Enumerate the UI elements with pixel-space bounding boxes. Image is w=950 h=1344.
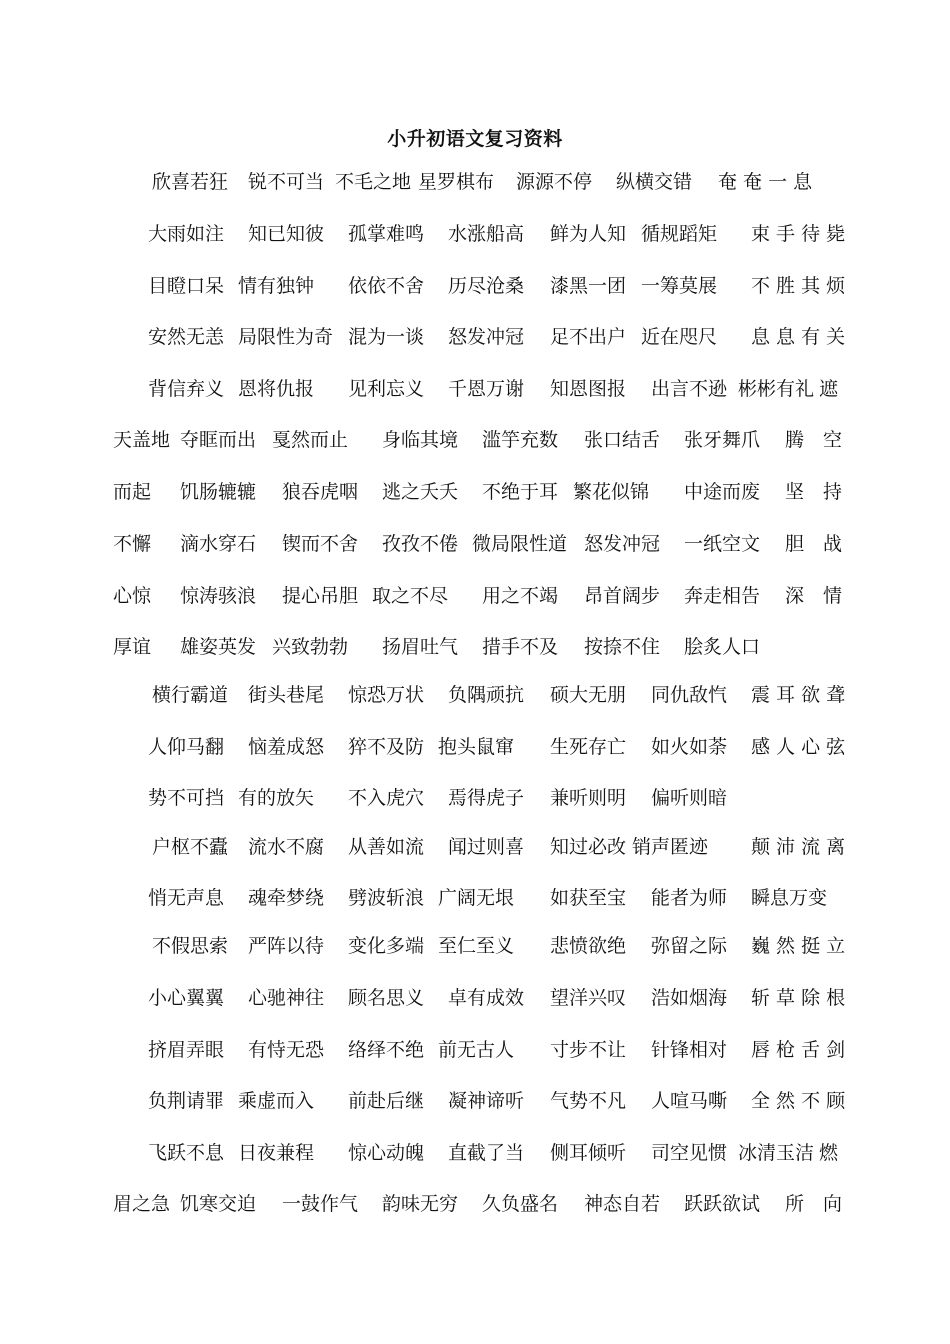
idiom: 彬彬有礼 — [738, 378, 815, 400]
idiom: 人仰马翻 — [148, 736, 225, 758]
idiom: 漆黑一团 — [550, 275, 627, 297]
idiom: 背信弃义 — [148, 378, 225, 400]
idiom: 所 向 — [785, 1193, 843, 1215]
idiom: 中途而废 — [684, 481, 761, 503]
idiom: 锲而不舍 — [282, 533, 359, 555]
idiom: 措手不及 — [482, 636, 559, 658]
idiom: 取之不尽 — [372, 585, 449, 607]
idiom: 前无古人 — [438, 1039, 515, 1061]
idiom: 见利忘义 — [348, 378, 425, 400]
idiom: 悄无声息 — [148, 887, 225, 909]
idiom: 斩 草 除 根 — [751, 987, 846, 1009]
idiom: 提心吊胆 — [282, 585, 359, 607]
text-line — [0, 1035, 950, 1065]
idiom: 全 然 不 顾 — [751, 1090, 846, 1112]
idiom: 浩如烟海 — [651, 987, 728, 1009]
idiom: 不绝于耳 — [482, 481, 559, 503]
idiom: 前赴后继 — [348, 1090, 425, 1112]
page-title: 小升初语文复习资料 — [387, 128, 563, 150]
idiom: 夺眶而出 — [180, 429, 257, 451]
idiom: 依依不舍 — [348, 275, 425, 297]
idiom: 乘虚而入 — [238, 1090, 315, 1112]
idiom: 焉得虎子 — [448, 787, 525, 809]
idiom: 负荆请罪 — [148, 1090, 225, 1112]
text-line — [0, 374, 950, 404]
idiom: 凝神谛听 — [448, 1090, 525, 1112]
idiom: 流水不腐 — [248, 836, 325, 858]
idiom: 变化多端 — [348, 935, 425, 957]
idiom: 滴水穿石 — [180, 533, 257, 555]
idiom: 历尽沧桑 — [448, 275, 525, 297]
idiom: 如火如荼 — [651, 736, 728, 758]
idiom: 出言不逊 — [651, 378, 728, 400]
idiom: 心驰神往 — [248, 987, 325, 1009]
idiom: 瞬息万变 — [751, 887, 828, 909]
idiom: 深 情 — [785, 585, 843, 607]
idiom: 络绎不绝 — [348, 1039, 425, 1061]
text-line — [0, 167, 950, 197]
idiom: 一鼓作气 — [282, 1193, 359, 1215]
idiom: 源源不停 — [516, 171, 593, 193]
idiom: 兴致勃勃 — [272, 636, 349, 658]
idiom: 感 人 心 弦 — [751, 736, 846, 758]
idiom: 跃跃欲试 — [684, 1193, 761, 1215]
idiom: 局限性为奇 — [238, 326, 334, 348]
idiom: 星罗棋布 — [418, 171, 495, 193]
idiom: 身临其境 — [382, 429, 459, 451]
idiom: 硕大无朋 — [550, 684, 627, 706]
idiom: 有的放矢 — [238, 787, 315, 809]
idiom: 雄姿英发 — [180, 636, 257, 658]
idiom: 横行霸道 — [152, 684, 229, 706]
idiom: 至仁至义 — [438, 935, 515, 957]
idiom: 街头巷尾 — [248, 684, 325, 706]
idiom: 恼羞成怒 — [248, 736, 325, 758]
idiom: 惊恐万状 — [348, 684, 425, 706]
idiom: 滥竽充数 — [482, 429, 559, 451]
idiom: 安然无恙 — [148, 326, 225, 348]
idiom: 闻过则喜 — [448, 836, 525, 858]
idiom: 奔走相告 — [684, 585, 761, 607]
idiom: 抱头鼠窜 — [438, 736, 515, 758]
idiom: 能者为师 — [651, 887, 728, 909]
idiom: 心惊 — [113, 585, 152, 607]
idiom: 挤眉弄眼 — [148, 1039, 225, 1061]
idiom: 按捺不住 — [584, 636, 661, 658]
idiom: 久负盛名 — [482, 1193, 559, 1215]
idiom: 巍 然 挺 立 — [751, 935, 846, 957]
idiom: 而起 — [113, 481, 152, 503]
idiom: 孤掌难鸣 — [348, 223, 425, 245]
idiom: 不懈 — [113, 533, 152, 555]
text-line — [0, 581, 950, 611]
idiom: 逃之夭夭 — [382, 481, 459, 503]
idiom: 目瞪口呆 — [148, 275, 225, 297]
idiom: 知恩图报 — [550, 378, 627, 400]
idiom: 一纸空文 — [684, 533, 761, 555]
idiom: 鲜为人知 — [550, 223, 627, 245]
idiom: 繁花似锦 — [573, 481, 650, 503]
idiom: 天盖地 — [113, 429, 171, 451]
idiom: 腾 空 — [785, 429, 843, 451]
idiom: 悲愤欲绝 — [550, 935, 627, 957]
text-line — [0, 931, 950, 961]
idiom: 恩将仇报 — [238, 378, 315, 400]
idiom: 纵横交错 — [616, 171, 693, 193]
idiom: 严阵以待 — [248, 935, 325, 957]
idiom: 震 耳 欲 聋 — [751, 684, 846, 706]
idiom: 足不出户 — [550, 326, 627, 348]
idiom: 韵味无穷 — [382, 1193, 459, 1215]
idiom: 如获至宝 — [550, 887, 627, 909]
idiom: 昂首阔步 — [584, 585, 661, 607]
idiom: 饥寒交迫 — [180, 1193, 257, 1215]
idiom: 不 胜 其 烦 — [751, 275, 846, 297]
idiom: 唇 枪 舌 剑 — [751, 1039, 846, 1061]
idiom: 不入虎穴 — [348, 787, 425, 809]
idiom: 兼听则明 — [550, 787, 627, 809]
idiom: 卓有成效 — [448, 987, 525, 1009]
idiom: 势不可挡 — [148, 787, 225, 809]
idiom: 怒发冲冠 — [584, 533, 661, 555]
idiom: 束 手 待 毙 — [751, 223, 846, 245]
idiom: 广阔无垠 — [438, 887, 515, 909]
idiom: 负隅顽抗 — [448, 684, 525, 706]
text-line — [0, 1189, 950, 1219]
idiom: 日夜兼程 — [238, 1142, 315, 1164]
idiom: 同仇敌忾 — [651, 684, 728, 706]
idiom: 魂牵梦绕 — [248, 887, 325, 909]
text-line — [0, 477, 950, 507]
idiom: 不毛之地 — [335, 171, 412, 193]
idiom: 遮 — [819, 378, 839, 400]
idiom: 气势不凡 — [550, 1090, 627, 1112]
text-line — [0, 732, 950, 762]
idiom: 千恩万谢 — [448, 378, 525, 400]
idiom: 微局限性道 — [472, 533, 568, 555]
idiom: 戛然而止 — [272, 429, 349, 451]
idiom: 奄 奄 一 息 — [718, 171, 813, 193]
idiom: 弥留之际 — [651, 935, 728, 957]
idiom: 狼吞虎咽 — [282, 481, 359, 503]
idiom: 欣喜若狂 — [152, 171, 229, 193]
idiom: 惊心动魄 — [348, 1142, 425, 1164]
idiom: 偏听则暗 — [651, 787, 728, 809]
idiom: 顾名思义 — [348, 987, 425, 1009]
idiom: 循规蹈矩 — [641, 223, 718, 245]
idiom: 一筹莫展 — [641, 275, 718, 297]
idiom: 眉之急 — [113, 1193, 171, 1215]
idiom: 寸步不让 — [550, 1039, 627, 1061]
idiom: 怒发冲冠 — [448, 326, 525, 348]
idiom: 胆 战 — [785, 533, 843, 555]
text-line — [0, 680, 950, 710]
idiom: 冰清玉洁 — [738, 1142, 815, 1164]
idiom: 坚 持 — [785, 481, 843, 503]
idiom: 人喧马嘶 — [651, 1090, 728, 1112]
idiom: 情有独钟 — [238, 275, 315, 297]
idiom: 劈波斩浪 — [348, 887, 425, 909]
idiom: 张牙舞爪 — [684, 429, 761, 451]
idiom: 侧耳倾听 — [550, 1142, 627, 1164]
text-line — [0, 632, 950, 662]
text-line — [0, 322, 950, 352]
idiom: 大雨如注 — [148, 223, 225, 245]
idiom: 厚谊 — [113, 636, 152, 658]
idiom: 神态自若 — [584, 1193, 661, 1215]
idiom: 惊涛骇浪 — [180, 585, 257, 607]
idiom: 直截了当 — [448, 1142, 525, 1164]
idiom: 猝不及防 — [348, 736, 425, 758]
idiom: 用之不竭 — [482, 585, 559, 607]
idiom: 知已知彼 — [248, 223, 325, 245]
idiom: 燃 — [819, 1142, 839, 1164]
idiom: 小心翼翼 — [148, 987, 225, 1009]
text-line — [0, 1086, 950, 1116]
idiom: 不假思索 — [152, 935, 229, 957]
idiom: 司空见惯 — [651, 1142, 728, 1164]
idiom: 生死存亡 — [550, 736, 627, 758]
idiom: 针锋相对 — [651, 1039, 728, 1061]
idiom: 望洋兴叹 — [550, 987, 627, 1009]
idiom: 有恃无恐 — [248, 1039, 325, 1061]
idiom: 张口结舌 — [584, 429, 661, 451]
idiom: 水涨船高 — [448, 223, 525, 245]
text-line — [0, 219, 950, 249]
idiom: 颠 沛 流 离 — [751, 836, 846, 858]
text-line — [0, 1138, 950, 1168]
idiom: 销声匿迹 — [632, 836, 709, 858]
text-line — [0, 271, 950, 301]
idiom: 饥肠辘辘 — [180, 481, 257, 503]
text-line — [0, 832, 950, 862]
text-line — [0, 529, 950, 559]
idiom: 息 息 有 关 — [751, 326, 846, 348]
text-line — [0, 983, 950, 1013]
text-line — [0, 883, 950, 913]
idiom: 户枢不蠹 — [152, 836, 229, 858]
idiom: 近在咫尺 — [641, 326, 718, 348]
idiom: 知过必改 — [550, 836, 627, 858]
idiom: 脍炙人口 — [684, 636, 761, 658]
text-line — [0, 783, 950, 813]
idiom: 孜孜不倦 — [382, 533, 459, 555]
text-line — [0, 425, 950, 455]
idiom: 从善如流 — [348, 836, 425, 858]
idiom: 扬眉吐气 — [382, 636, 459, 658]
idiom: 混为一谈 — [348, 326, 425, 348]
idiom: 锐不可当 — [248, 171, 325, 193]
idiom: 飞跃不息 — [148, 1142, 225, 1164]
